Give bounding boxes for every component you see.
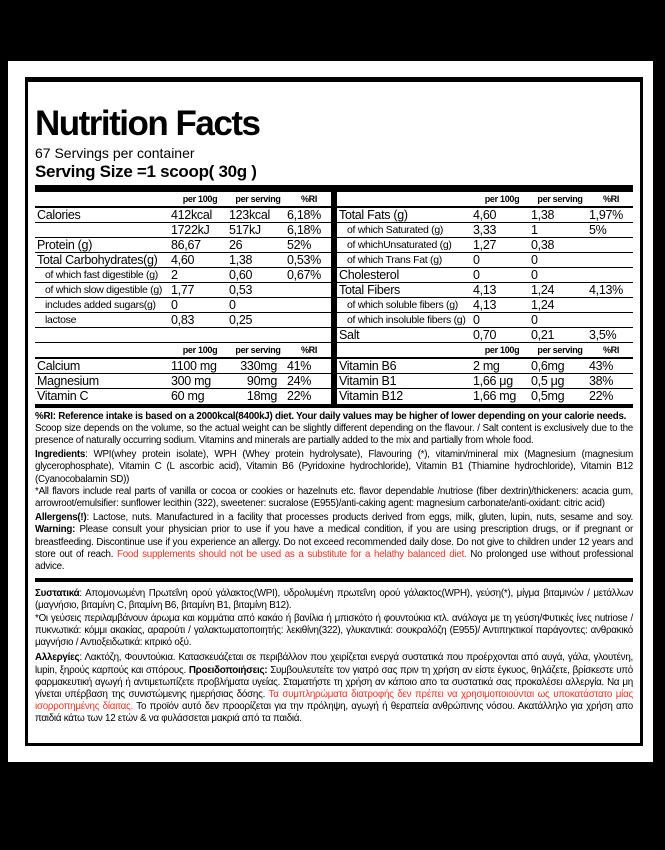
- label-background: [8, 61, 653, 762]
- nutrient-name: Protein (g): [37, 237, 93, 252]
- col-per-serving: per serving: [235, 193, 281, 204]
- table-bottom-bar: [35, 404, 633, 408]
- value-per-100g: 1100 mg: [171, 358, 217, 373]
- table-row: [337, 283, 633, 298]
- value-per-100g: 4,13: [473, 282, 497, 297]
- value-per-serving: 0: [531, 252, 538, 267]
- value-ri: 6,18%: [287, 207, 321, 222]
- table-row: [35, 313, 331, 328]
- nutrient-name: Vitamin B6: [339, 358, 397, 373]
- value-ri: 22%: [287, 389, 312, 404]
- col-ri: %RI: [300, 344, 318, 355]
- warning-label: Warning:: [35, 524, 76, 536]
- value-per-serving: 0: [229, 297, 236, 312]
- table-row: [337, 238, 633, 253]
- greek-ingredients-label: Συστατικά: [35, 588, 80, 600]
- value-per-100g: 0,70: [473, 327, 497, 342]
- nutrient-name: of which fast digestible (g): [45, 268, 158, 281]
- table-header-row: [35, 192, 331, 208]
- table-row: [35, 359, 331, 374]
- value-per-100g: 300 mg: [171, 373, 211, 388]
- table-row: [337, 374, 633, 389]
- ri-footnote: %RI: Reference intake is based on a 2000kcal(8400kJ) diet. Your daily values may be higher of lower depending on your calorie needs.: [35, 410, 627, 422]
- col-ri: %RI: [602, 344, 620, 355]
- warning-text: Please consult your physician prior to use if you have a medical condition, if you are using prescription drugs, or if pregnant or breastfeeding. Discontinue use if you experience an allergy. Do not exceed recommended daily dose. Do not give to children under 12 years and store out of reach.: [35, 524, 633, 560]
- nutrient-name: Total Fats (g): [339, 207, 408, 222]
- greek-advice-text: Το προϊόν αυτό δεν προορίζεται για την πρόληψη, αγωγή ή θεραπεία ανθρώπινης νόσου. Ακατάλληλο για χρήση απο παιδιά κάτω των 12 ετών & να φυλάσσεται μακριά από τα παιδιά.: [35, 701, 633, 725]
- col-per-100g: per 100g: [484, 344, 520, 355]
- value-ri: 3,5%: [589, 327, 617, 342]
- nutrient-name: Total Fibers: [339, 282, 401, 297]
- greek-ingredients-paragraph: [35, 588, 633, 612]
- section-divider-bar: [35, 578, 633, 582]
- col-per-serving: per serving: [235, 344, 281, 355]
- value-per-serving: 0,53: [229, 282, 253, 297]
- nutrient-name: Calcium: [37, 358, 81, 373]
- allergens-text: : Lactose, nuts. Manufactured in a facility that processes products derived from eggs, milk, gluten, lupin, nuts, sesame and soy.: [86, 512, 633, 524]
- supplement-disclaimer-text: Food supplements should not be used as a substitute for a helathy balanced diet.: [116, 548, 467, 560]
- nutrient-name: Vitamin B12: [339, 389, 403, 404]
- ingredients-text: : WPI(whey protein isolate), WPH (Whey protein hydrolysate), Flavouring (*), vitamin/mineral mix (Magnesium (magnesium glycerophosphate), Vitamin C (L ascorbic acid), Vitamin B6 (Pyridoxine hydrochloride), Vitamin B1 (Thiamine hydrochloride), Vitamin B12 (Cyanocobalamin SD)): [35, 449, 633, 485]
- value-ri: 0,53%: [287, 252, 321, 267]
- value-per-serving: 1,24: [531, 282, 555, 297]
- thick-divider-bar: [35, 185, 633, 192]
- servings-per-container: 67 Servings per container: [35, 145, 195, 161]
- value-per-100g: 0: [473, 267, 480, 282]
- table-header-row: [337, 192, 633, 208]
- greek-flavors-note-paragraph: *Οι γεύσεις περιλαμβάνουν άρωμα και κομμάτια από κακάο ή βανίλια ή μπισκότο ή φουντούκια κτλ. ανάλογα με τη γεύση/Φυτικές ίνες nutriose / πυκνωτικά: κόμμι ακακίας, αραρούτι / γαλακτωματοποιητής: λεκιθίνη(322), γλυκαντικά: σουκραλόζη (E955)/ Αντιπηκτικοί παράγοντες: ανθρακικό μαγνήσιο / Αντιοξειδωτικά: κιτρικό οξύ.: [35, 612, 633, 649]
- col-ri: %RI: [602, 193, 620, 204]
- nutrient-name: of which slow digestible (g): [45, 283, 163, 296]
- greek-ingredients-text: : Απομονωμένη Πρωτεΐνη ορού γάλακτος(WPI), υδρολυμένη πρωτεΐνη ορού γάλακτος(WPH), γεύση(*), μίγμα βιταμινών / μετάλλων (μαγνήσιο, βιταμίνη C, βιταμίνη B6, βιταμίνη B1, βιταμίνη B12).: [35, 588, 633, 612]
- value-per-serving: 123kcal: [229, 207, 270, 222]
- flavors-note-paragraph: *All flavors include real parts of vanilla or cocoa or cookies or hazelnuts etc. flavor dependable /nutriose (fiber dextrin)/thickeners: acacia gum, arrowroot/emulsifier: sunflower lecithin (322), sweetener: sucralose (E955)/anti-caking agent: magnesium carbonate/anti-oxidant: citric acid): [35, 485, 633, 510]
- scoop-footnote: Scoop size depends on the volume, so the actual weight can be slightly different depending on the flavour. / Salt content is exclusively due to the presence of naturally occurring sodium. Vitamins and minerals are partially added to the mix and partially from whole food.: [35, 422, 633, 447]
- table-header-row: [35, 343, 331, 359]
- col-per-100g: per 100g: [484, 193, 520, 204]
- table-row: [35, 223, 331, 238]
- value-ri: 0,67%: [287, 267, 321, 282]
- nutrient-name: of which Saturated (g): [347, 223, 444, 236]
- value-per-100g: 0: [473, 252, 480, 267]
- value-per-100g: 1,66 μg: [473, 373, 513, 388]
- value-ri: 22%: [589, 389, 614, 404]
- value-per-serving: 26: [229, 237, 243, 252]
- value-ri: 5%: [589, 222, 607, 237]
- table-row: [337, 389, 633, 404]
- value-per-100g: 412kcal: [171, 207, 212, 222]
- allergens-paragraph: [35, 512, 633, 573]
- value-ri: 41%: [287, 358, 312, 373]
- value-per-serving: 0: [531, 267, 538, 282]
- value-per-100g: 0,83: [171, 312, 195, 327]
- table-row: [35, 268, 331, 283]
- nutrient-name: of which Trans Fat (g): [347, 253, 442, 266]
- value-per-serving: 0,60: [229, 267, 253, 282]
- table-row: [337, 253, 633, 268]
- value-per-100g: 0: [473, 312, 480, 327]
- value-per-100g: 1,66 mg: [473, 389, 517, 404]
- value-per-100g: 2: [171, 267, 178, 282]
- nutrient-name: Vitamin B1: [339, 373, 397, 388]
- value-per-serving: 330mg: [240, 358, 277, 373]
- value-per-serving: 1,38: [229, 252, 253, 267]
- value-per-serving: 90mg: [246, 373, 277, 388]
- allergens-label: Allergens(!): [35, 512, 87, 524]
- nutrition-table-left: [35, 192, 331, 404]
- value-per-100g: 3,33: [473, 222, 497, 237]
- value-per-serving: 1,38: [531, 207, 555, 222]
- serving-size: Serving Size =1 scoop( 30g ): [35, 162, 257, 182]
- nutrient-name: of which insoluble fibers (g): [347, 313, 466, 326]
- value-ri: 43%: [589, 358, 614, 373]
- advice-text: No prolonged use without professional advice.: [35, 548, 633, 573]
- value-ri: 38%: [589, 373, 614, 388]
- value-per-serving: 18mg: [246, 389, 277, 404]
- table-row: [35, 298, 331, 313]
- table-row: [35, 283, 331, 298]
- table-row: [35, 389, 331, 404]
- nutrient-name: Cholesterol: [339, 267, 399, 282]
- nutrient-name: lactose: [45, 313, 77, 326]
- value-per-100g: 4,13: [473, 297, 497, 312]
- value-per-100g: 2 mg: [473, 358, 500, 373]
- ingredients-label: Ingredients: [35, 449, 86, 461]
- value-per-100g: 4,60: [473, 207, 497, 222]
- value-ri: 4,13%: [589, 282, 623, 297]
- table-row: [337, 359, 633, 374]
- table-header-row: [337, 343, 633, 359]
- greek-warnings-label: Προειδοποιήσεις:: [188, 664, 268, 676]
- nutrient-name: Total Carbohydrates(g): [37, 252, 158, 267]
- col-per-serving: per serving: [537, 344, 583, 355]
- value-per-serving: 0,5mg: [531, 389, 565, 404]
- col-per-100g: per 100g: [182, 344, 218, 355]
- value-ri: 52%: [287, 237, 312, 252]
- value-per-100g: 86,67: [171, 237, 201, 252]
- value-ri: 1,97%: [589, 207, 623, 222]
- value-per-serving: 0,5 μg: [531, 373, 565, 388]
- col-per-100g: per 100g: [182, 193, 218, 204]
- table-row: [35, 208, 331, 223]
- value-per-100g: 1,27: [473, 237, 497, 252]
- greek-allergens-text: : Λακτόζη, Φουντούκια. Κατασκευάζεται σε περιβάλλον που χειρίζεται ενεργά συστατικά που προέρχονται από αυγά, γάλα, γλουτένη, lupin, ξηρούς καρπούς και σπόρους.: [35, 652, 633, 676]
- value-per-serving: 517kJ: [229, 222, 261, 237]
- value-per-100g: 1,77: [171, 282, 195, 297]
- nutrient-name: includes added sugars(g): [45, 298, 156, 311]
- ingredients-paragraph: [35, 449, 633, 486]
- value-per-serving: 1: [531, 222, 538, 237]
- table-row: [35, 253, 331, 268]
- table-row: [337, 268, 633, 283]
- greek-allergens-paragraph: [35, 652, 633, 725]
- nutrition-label: [25, 77, 643, 746]
- value-per-100g: 60 mg: [171, 389, 205, 404]
- nutrient-name: Vitamin C: [37, 389, 89, 404]
- page-title: Nutrition Facts: [35, 104, 260, 143]
- value-per-100g: 1722kJ: [171, 222, 210, 237]
- nutrient-name: of which soluble fibers (g): [347, 298, 458, 311]
- table-row: [337, 298, 633, 313]
- value-per-serving: 0,38: [531, 237, 555, 252]
- table-row: [35, 238, 331, 253]
- table-row: [35, 374, 331, 389]
- value-ri: 24%: [287, 373, 312, 388]
- value-per-serving: 0: [531, 312, 538, 327]
- value-per-serving: 0,21: [531, 327, 555, 342]
- table-row: [337, 313, 633, 328]
- value-per-100g: 4,60: [171, 252, 195, 267]
- value-ri: 6,18%: [287, 222, 321, 237]
- table-row: [337, 208, 633, 223]
- table-row: [337, 328, 633, 343]
- nutrient-name: Salt: [339, 327, 360, 342]
- greek-warnings-text: Συμβουλευτείτε τον γιατρό σας πριν τη χρήση αν είστε έγκυος, θηλάζετε, βρίσκεστε υπό φαρμακευτική αγωγή ή αντιμετωπίζετε προβλήματα υγείας. Σταματήστε τη χρήση αν κάποιο απο τα συστατικά σας προκαλέσει αλλεργία. Να μη γίνεται υπέρβαση της συνιστώμενης ημερήσιας δόσης.: [35, 664, 634, 700]
- nutrient-name: Calories: [37, 207, 81, 222]
- value-per-serving: 1,24: [531, 297, 555, 312]
- table-row: [337, 223, 633, 238]
- col-ri: %RI: [300, 193, 318, 204]
- nutrient-name: Magnesium: [37, 373, 99, 388]
- nutrition-table-right: [337, 192, 633, 404]
- greek-supplement-disclaimer-text: Τα συμπληρώματα διατροφής δεν πρέπει να χρησιμοποιούνται ως υποκατάστατο μίας ισορροπημένης δίαιτας.: [35, 688, 633, 713]
- nutrient-name: of whichUnsaturated (g): [347, 238, 452, 251]
- col-per-serving: per serving: [537, 193, 583, 204]
- value-per-serving: 0,6mg: [531, 358, 565, 373]
- greek-allergens-label: Αλλεργίες: [35, 652, 80, 664]
- value-per-serving: 0,25: [229, 312, 253, 327]
- value-per-100g: 0: [171, 297, 178, 312]
- nutrition-tables: [35, 192, 633, 404]
- table-spacer-row: [35, 328, 331, 343]
